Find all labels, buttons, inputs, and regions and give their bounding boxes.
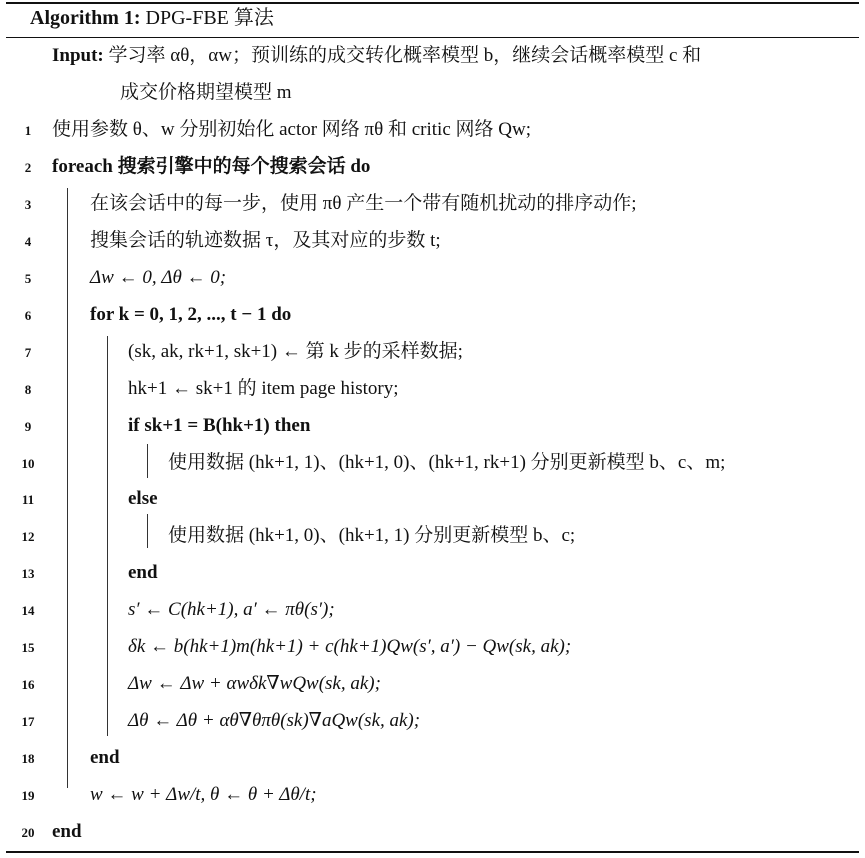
line-text: 在该会话中的每一步，使用 πθ 产生一个带有随机扰动的排序动作; (90, 193, 637, 214)
algo-line (0, 666, 865, 702)
algo-line (0, 223, 865, 259)
line-text: w ← w + Δw/t, θ ← θ + Δθ/t; (90, 784, 317, 805)
algo-line (0, 629, 865, 665)
line-text: if sk+1 = B(hk+1) then (128, 415, 311, 436)
algorithm-title-label: Algorithm 1: (30, 7, 141, 29)
algo-line (0, 518, 865, 554)
algorithm-title (30, 4, 274, 32)
algo-line (0, 297, 865, 333)
algo-line (0, 592, 865, 628)
title-rule (6, 37, 859, 38)
line-number: 11 (21, 492, 35, 507)
algo-line (0, 445, 865, 481)
line-number: 10 (21, 456, 35, 471)
algorithm-title-name: DPG-FBE 算法 (145, 7, 274, 29)
line-text: 搜集会话的轨迹数据 τ，及其对应的步数 t; (90, 230, 441, 251)
line-number: 2 (24, 160, 32, 175)
algo-line (0, 740, 865, 776)
line-number: 8 (24, 382, 32, 397)
line-number: 7 (24, 345, 32, 360)
line-number: 14 (21, 603, 35, 618)
line-text: end (128, 562, 158, 583)
bottom-rule (6, 851, 859, 853)
line-text: Δw ← 0, Δθ ← 0; (90, 267, 227, 288)
algo-line (0, 260, 865, 296)
line-number: 16 (21, 677, 35, 692)
input-text-2: 成交价格期望模型 m (120, 82, 292, 103)
line-number: 12 (21, 529, 35, 544)
line-number: 5 (24, 271, 32, 286)
line-text: hk+1 ← sk+1 的 item page history; (128, 378, 399, 399)
algo-line (0, 555, 865, 591)
line-number: 1 (24, 123, 32, 138)
algo-line (0, 186, 865, 222)
line-number: 20 (21, 825, 35, 840)
input-line-2 (120, 80, 292, 106)
line-text: Δθ ← Δθ + αθ∇θπθ(sk)∇aQw(sk, ak); (128, 710, 421, 731)
line-text: end (90, 747, 120, 768)
line-text: for k = 0, 1, 2, ..., t − 1 do (90, 304, 292, 325)
algo-line (0, 112, 865, 148)
line-number: 4 (24, 234, 32, 249)
line-text: 使用数据 (hk+1, 1)、(hk+1, 0)、(hk+1, rk+1) 分别更新模型 b、c、m; (168, 452, 726, 473)
line-text: Δw ← Δw + αwδk∇wQw(sk, ak); (128, 673, 381, 694)
input-label: Input: (52, 45, 104, 66)
line-text: s′ ← C(hk+1), a′ ← πθ(s′); (128, 599, 335, 620)
algo-line (0, 149, 865, 185)
algo-line (0, 703, 865, 739)
algo-line (0, 814, 865, 850)
line-number: 15 (21, 640, 35, 655)
algo-line (0, 481, 865, 517)
line-text: end (52, 821, 82, 842)
line-number: 17 (21, 714, 35, 729)
line-text: foreach 搜索引擎中的每个搜索会话 do (52, 156, 371, 177)
algo-line (0, 371, 865, 407)
line-text: δk ← b(hk+1)m(hk+1) + c(hk+1)Qw(s′, a′) − Qw(sk, ak); (128, 636, 572, 657)
input-line-1 (52, 43, 701, 69)
line-number: 18 (21, 751, 35, 766)
algo-line (0, 777, 865, 813)
input-text-1: 学习率 αθ，αw；预训练的成交转化概率模型 b，继续会话概率模型 c 和 (108, 45, 702, 66)
line-text: 使用参数 θ、w 分别初始化 actor 网络 πθ 和 critic 网络 Qw; (52, 119, 531, 140)
line-number: 3 (24, 197, 32, 212)
line-number: 6 (24, 308, 32, 323)
line-text: else (128, 488, 158, 509)
line-number: 19 (21, 788, 35, 803)
line-number: 9 (24, 419, 32, 434)
line-number: 13 (21, 566, 35, 581)
algo-line (0, 408, 865, 444)
line-text: (sk, ak, rk+1, sk+1) ← 第 k 步的采样数据; (128, 341, 463, 362)
line-text: 使用数据 (hk+1, 0)、(hk+1, 1) 分别更新模型 b、c; (168, 525, 576, 546)
algo-line (0, 334, 865, 370)
